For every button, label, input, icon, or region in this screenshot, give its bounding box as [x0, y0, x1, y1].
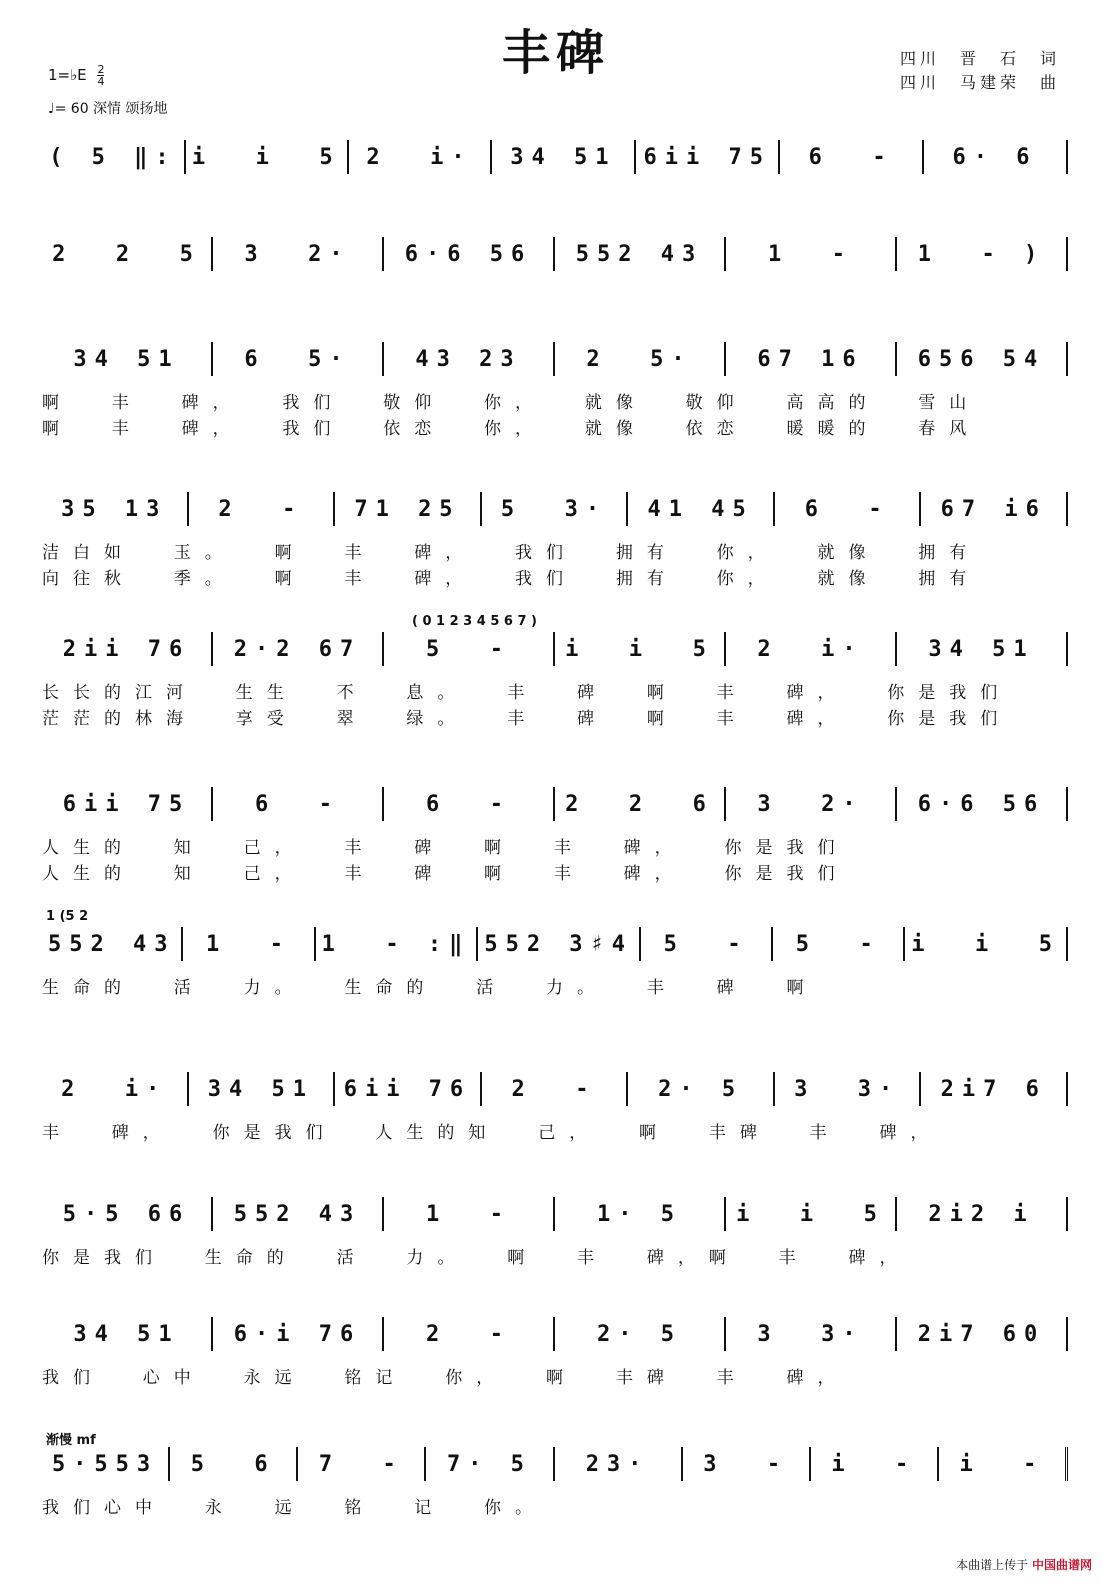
measure	[921, 1072, 1068, 1106]
measure	[492, 140, 636, 174]
measure	[555, 237, 726, 271]
measure	[773, 927, 905, 961]
note-group: 34 51	[510, 144, 617, 170]
measure	[628, 492, 775, 526]
note-group: 2· 5	[597, 1321, 682, 1347]
measure	[42, 787, 213, 821]
measure	[628, 1072, 775, 1106]
note-group: 67 i6	[940, 496, 1047, 522]
lyrics-verse-2: 茫茫的林海 享受 翠 绿。 丰 碑 啊 丰 碑， 你是我们	[42, 709, 1012, 729]
measure	[726, 787, 897, 821]
note-group: 1· 5	[597, 1201, 682, 1227]
note-group: 6ii 75	[62, 791, 191, 817]
note-group: 6 -	[255, 791, 340, 817]
note-group: 2 -	[218, 496, 304, 522]
measure	[42, 1447, 170, 1481]
note-group: ( 5 ‖:	[49, 144, 177, 170]
lyrics-verse-1: 人生的 知 己， 丰 碑 啊 丰 碑， 你是我们	[42, 838, 849, 858]
staff-annotation: 1 (5 2	[46, 909, 89, 924]
note-group: 2i7 6	[940, 1076, 1047, 1102]
note-group: 5·553	[51, 1451, 159, 1477]
note-group: 6 -	[804, 496, 890, 522]
note-group: i -	[959, 1451, 1045, 1477]
note-group: 7· 5	[446, 1451, 532, 1477]
note-group: i -	[831, 1451, 917, 1477]
note-group: 6·i 76	[233, 1321, 362, 1347]
measure-row	[42, 787, 1068, 821]
note-group: 2·2 67	[233, 636, 362, 662]
note-group: 2· 5	[658, 1076, 744, 1102]
note-group: 6 -	[426, 791, 511, 817]
note-group: 6ii 75	[643, 144, 772, 170]
measure	[183, 927, 315, 961]
note-group: 2 2 6	[565, 791, 714, 817]
note-group: 3 3·	[794, 1076, 901, 1102]
note-group: 71 25	[354, 496, 461, 522]
measure	[726, 342, 897, 376]
measure	[42, 1197, 213, 1231]
note-group: 6·6 56	[404, 241, 533, 267]
measure	[384, 342, 555, 376]
note-group: 3 2·	[244, 241, 351, 267]
lyrics-verse-1: 我们 心中 永远 铭记 你， 啊 丰碑 丰 碑，	[42, 1368, 849, 1388]
lyrics-verse-1: 你是我们 生命的 活 力。 啊 丰 碑，啊 丰 碑，	[42, 1248, 911, 1268]
note-group: 5 -	[663, 931, 749, 957]
measure	[316, 927, 479, 961]
lyrics-verse-1: 啊 丰 碑， 我们 敬仰 你， 就像 敬仰 高高的 雪山	[42, 393, 981, 413]
note-group: 35 13	[61, 496, 168, 522]
measure	[335, 492, 482, 526]
measure	[213, 342, 384, 376]
lyrics-verse-1: 长长的江河 生生 不 息。 丰 碑 啊 丰 碑， 你是我们	[42, 683, 1012, 703]
note-group: 552 43	[48, 931, 176, 957]
note-group: 1 - :‖	[321, 931, 471, 957]
measure	[384, 1317, 555, 1351]
measure	[780, 140, 924, 174]
measure	[924, 140, 1068, 174]
note-group: 2 5·	[586, 346, 693, 372]
measure	[42, 342, 213, 376]
measure	[384, 787, 555, 821]
measure	[555, 1447, 683, 1481]
note-group: 656 54	[917, 346, 1046, 372]
note-group: 34 51	[73, 1321, 180, 1347]
lyrics-verse-2: 啊 丰 碑， 我们 依恋 你， 就像 依恋 暖暖的 春风	[42, 419, 981, 439]
note-group: 6 5·	[244, 346, 351, 372]
measure-row	[42, 342, 1068, 376]
measure	[42, 237, 213, 271]
measure	[42, 927, 183, 961]
note-group: 3 2·	[757, 791, 864, 817]
measure	[726, 237, 897, 271]
lyrics-verse-1: 生命的 活 力。 生命的 活 力。 丰 碑 啊	[42, 978, 818, 998]
note-group: 6·6 56	[917, 791, 1046, 817]
measure	[726, 632, 897, 666]
measure	[897, 237, 1068, 271]
measure	[213, 1197, 384, 1231]
note-group: 67 16	[757, 346, 864, 372]
note-group: 1 -	[768, 241, 853, 267]
measure	[636, 140, 780, 174]
note-group: 34 51	[928, 636, 1035, 662]
measure	[726, 1317, 897, 1351]
measure	[42, 1072, 189, 1106]
measure	[905, 927, 1068, 961]
measure	[189, 1072, 336, 1106]
measure	[811, 1447, 939, 1481]
measure	[775, 492, 922, 526]
tempo-marking: ♩= 60 深情 颂扬地	[48, 101, 168, 117]
note-group: 23·	[585, 1451, 650, 1477]
note-group: 3 -	[703, 1451, 789, 1477]
staff-annotation: ( 0 1 2 3 4 5 6 7 )	[412, 614, 537, 629]
measure	[189, 492, 336, 526]
measure-row	[42, 1197, 1068, 1231]
note-group: 2i2 i	[928, 1201, 1035, 1227]
note-group: 7 -	[318, 1451, 404, 1477]
lyrics-verse-1: 洁白如 玉。 啊 丰 碑， 我们 拥有 你， 就像 拥有	[42, 543, 981, 563]
measure-row	[42, 140, 1068, 174]
note-group: 2 -	[511, 1076, 597, 1102]
measure	[775, 1072, 922, 1106]
measure	[555, 632, 726, 666]
note-group: 552 43	[233, 1201, 362, 1227]
footer-credit: 本曲谱上传于 中国曲谱网	[956, 1558, 1092, 1572]
measure	[555, 787, 726, 821]
key-signature: 1=♭E $\frac{2}{4}$	[48, 63, 105, 88]
note-group: i i 5	[191, 144, 341, 170]
measure	[482, 492, 629, 526]
measure	[555, 1197, 726, 1231]
measure	[478, 927, 641, 961]
measure	[213, 632, 384, 666]
measure	[897, 632, 1068, 666]
note-group: 5 6	[190, 1451, 276, 1477]
measure	[426, 1447, 554, 1481]
note-group: 552 43	[575, 241, 704, 267]
measure-row	[42, 1072, 1068, 1106]
measure	[298, 1447, 426, 1481]
measure-row	[42, 1317, 1068, 1351]
measure	[897, 1317, 1068, 1351]
measure	[482, 1072, 629, 1106]
note-group: 5 3·	[500, 496, 608, 522]
measure	[42, 1317, 213, 1351]
song-title: 丰碑	[501, 25, 610, 81]
note-group: 1 -	[206, 931, 292, 957]
lyrics-verse-2: 人生的 知 己， 丰 碑 啊 丰 碑， 你是我们	[42, 864, 849, 884]
measure	[349, 140, 493, 174]
measure-row	[42, 632, 1068, 666]
note-group: 5·5 66	[62, 1201, 191, 1227]
measure	[384, 237, 555, 271]
note-group: 2 i·	[757, 636, 864, 662]
note-group: 2 2 5	[52, 241, 201, 267]
note-group: 43 23	[415, 346, 522, 372]
measure	[726, 1197, 897, 1231]
composer-credit: 四川 马建荣 曲	[900, 73, 1061, 92]
measure	[921, 492, 1068, 526]
note-group: 6ii 76	[343, 1076, 472, 1102]
note-group: 1 - )	[917, 241, 1046, 267]
note-group: 1 -	[426, 1201, 511, 1227]
lyrics-verse-1: 我们心中 永 远 铭 记 你。	[42, 1498, 547, 1518]
measure	[42, 632, 213, 666]
note-group: 2ii 76	[62, 636, 191, 662]
measure	[641, 927, 773, 961]
measure	[897, 787, 1068, 821]
measure-row	[42, 237, 1068, 271]
note-group: 5 -	[426, 636, 511, 662]
measure	[213, 787, 384, 821]
note-group: i i 5	[911, 931, 1061, 957]
lyrics-verse-2: 向往秋 季。 啊 丰 碑， 我们 拥有 你， 就像 拥有	[42, 569, 981, 589]
measure	[42, 492, 189, 526]
lyricist-credit: 四川 晋 石 词	[900, 49, 1061, 68]
site-logo: 中国曲谱网	[1031, 1558, 1092, 1572]
note-group: 41 45	[647, 496, 754, 522]
measure	[213, 237, 384, 271]
lyrics-verse-1: 丰 碑， 你是我们 人生的知 己， 啊 丰碑 丰 碑，	[42, 1123, 942, 1143]
note-group: 2 i·	[61, 1076, 168, 1102]
note-group: 34 51	[207, 1076, 314, 1102]
measure	[186, 140, 349, 174]
note-group: 6 -	[808, 144, 894, 170]
measure	[42, 140, 186, 174]
measure	[335, 1072, 482, 1106]
note-group: 552 3♯4	[484, 931, 634, 957]
measure	[384, 632, 555, 666]
measure	[683, 1447, 811, 1481]
note-group: i i 5	[736, 1201, 885, 1227]
note-group: 2 i·	[366, 144, 473, 170]
measure	[897, 342, 1068, 376]
time-signature: $\frac{2}{4}$	[97, 63, 105, 88]
measure	[170, 1447, 298, 1481]
note-group: 2 -	[426, 1321, 511, 1347]
measure-row	[42, 492, 1068, 526]
measure	[213, 1317, 384, 1351]
measure-row	[42, 927, 1068, 961]
measure	[897, 1197, 1068, 1231]
measure	[555, 1317, 726, 1351]
note-group: 5 -	[795, 931, 881, 957]
staff-annotation: 渐慢 mf	[46, 1433, 96, 1448]
note-group: i i 5	[565, 636, 714, 662]
measure	[555, 342, 726, 376]
note-group: 6· 6	[952, 144, 1038, 170]
measure-row	[42, 1447, 1068, 1481]
note-group: 3 3·	[757, 1321, 864, 1347]
note-group: 34 51	[73, 346, 180, 372]
note-group: 2i7 60	[917, 1321, 1046, 1347]
measure	[939, 1447, 1068, 1481]
measure	[384, 1197, 555, 1231]
